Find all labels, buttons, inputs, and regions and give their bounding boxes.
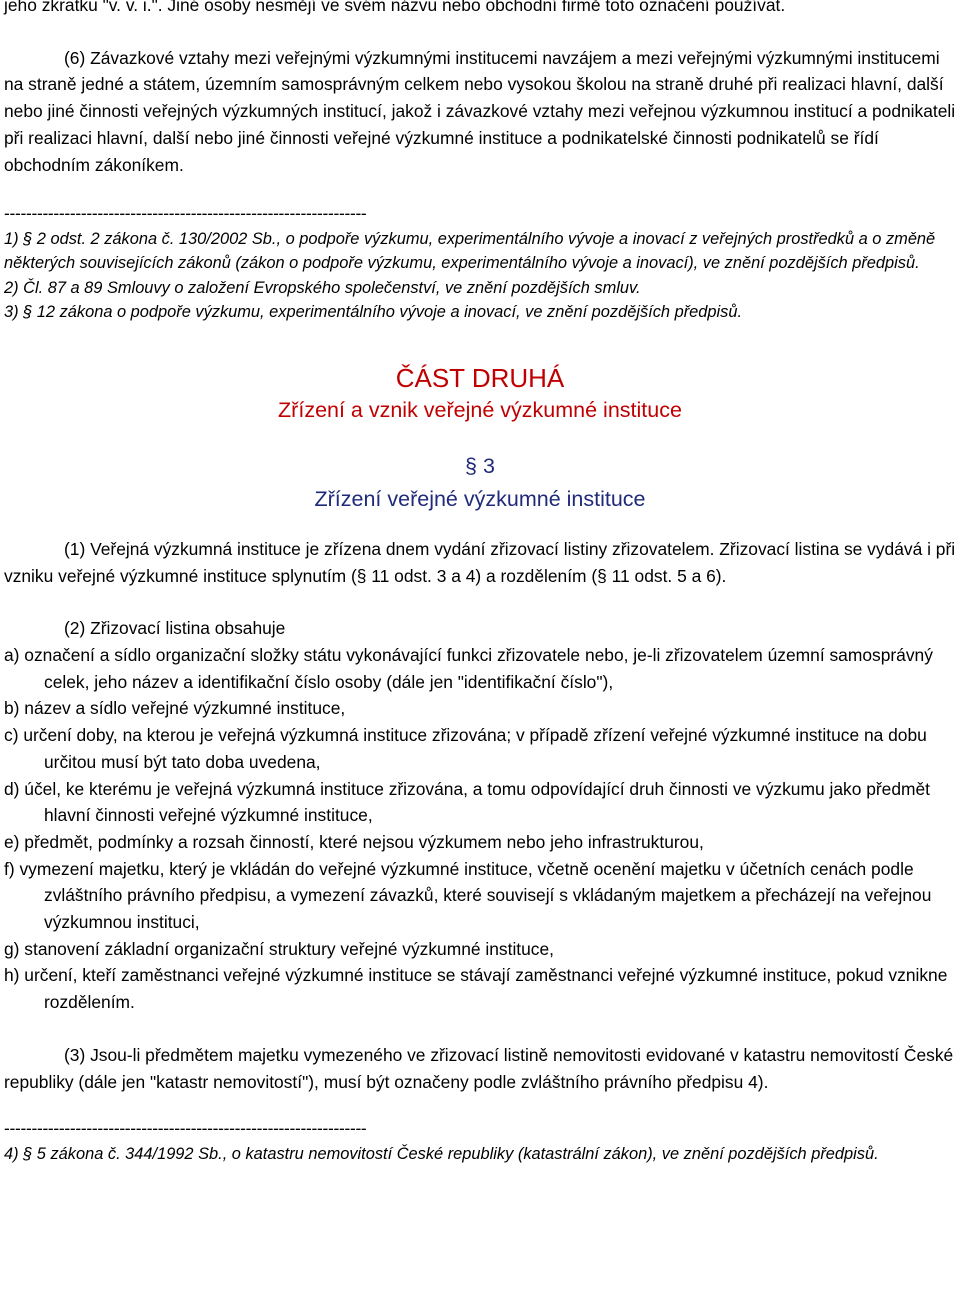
footnote-separator: ------------------------------------------------------------------ xyxy=(4,1118,367,1139)
list-item: h) určení, kteří zaměstnanci veřejné výzkumné instituce se stávají zaměstnanci veřejné výzkumné instituce, pokud vznikne rozdělením. xyxy=(4,965,948,1013)
paragraph-2-intro: (2) Zřizovací listina obsahuje xyxy=(64,618,286,639)
list-item: g) stanovení základní organizační struktury veřejné výzkumné instituce, xyxy=(4,938,555,959)
section-number xyxy=(4,451,956,481)
footnote-text: , o katastru nemovitostí České republiky (katastrální zákon), ve znění pozdějších předpisů. xyxy=(222,1144,879,1163)
section-number-value: 3 xyxy=(482,453,495,478)
list-item: c) určení doby, na kterou je veřejná výzkumná instituce zřizována; v případě zřízení veřejné výzkumné instituce na dobu určitou musí být tato doba uvedena, xyxy=(4,725,927,772)
footnote-2 xyxy=(4,276,956,301)
footnote-3 xyxy=(4,300,956,325)
footnote-text: , o podpoře výzkumu, experimentálního vývoje a inovací z veřejných prostředků a o změně některých souvisejících zákonů (zákon o podpoře výzkumu, experimentálního vývoje a inovací), ve znění pozdějších předpisů. xyxy=(4,229,936,273)
list-item: d) účel, ke kterému je veřejná výzkumná instituce zřizována, a tomu odpovídající druh činnosti ve výzkumu jako předmět hlavní činnosti veřejné výzkumné instituce, xyxy=(4,778,931,826)
section-title: Zřízení veřejné výzkumné instituce xyxy=(314,486,646,511)
footnotes-block xyxy=(4,227,956,325)
footnote-text: 87 a 89 Smlouvy o založení Evropského společenství, ve znění pozdějších smluv. xyxy=(43,278,641,297)
paragraph-1: (1) Veřejná výzkumná instituce je zřízena dnem vydání zřizovací listiny zřizovatelem. Zřizovací listina se vydává i při vzniku veřejné výzkumné instituce splynutím (§ 11 odst. 3 a 4) a rozdělením (§ 11 odst. 5 a 6). xyxy=(4,538,956,586)
footnote-1 xyxy=(4,227,956,276)
section-sign: § xyxy=(465,453,477,478)
paragraph-6: (6) Závazkové vztahy mezi veřejnými výzkumnými institucemi navzájem a mezi veřejnými výzkumnými institucemi na straně jedné a státem, územním samosprávným celkem nebo vysokou školou na straně druhé při realizaci hlavní, další nebo jiné činnosti veřejných výzkumných institucí, jakož i závazkové vztahy mezi veřejnou výzkumnou institucí a podnikateli při realizaci hlavní, další nebo jiné činnosti veřejné výzkumné instituce a podnikatelské činnosti podnikatelů se řídí obchodním zákoníkem. xyxy=(4,47,956,175)
part-title: ČÁST DRUHÁ xyxy=(395,362,565,393)
footnote-link[interactable]: 4) § 5 zákona č. 344/1992 Sb. xyxy=(4,1144,223,1163)
footnote-link[interactable]: 1) § 2 odst. 2 zákona č. 130/2002 Sb. xyxy=(4,229,277,248)
list-item: f) vymezení majetku, který je vkládán do veřejné výzkumné instituce, včetně ocenění majetku v účetních cenách podle zvláštního právního předpisu, a vymezení závazků, které souvisejí s vkládaným majetkem a přecházejí na veřejnou výzkumnou instituci, xyxy=(4,858,932,933)
footnote-4 xyxy=(4,1142,956,1167)
list-item: e) předmět, podmínky a rozsah činností, které nejsou výzkumem nebo jeho infrastrukturou, xyxy=(4,831,704,852)
top-line: jeho zkratku "v. v. i.". Jiné osoby nesmějí ve svém názvu nebo obchodní firmě toto označení používat. xyxy=(4,0,786,15)
footnote-text: zákona o podpoře výzkumu, experimentálního vývoje a inovací, ve znění pozdějších předpisů. xyxy=(55,303,743,322)
paragraph-3: (3) Jsou-li předmětem majetku vymezeného ve zřizovací listině nemovitosti evidované v katastru nemovitostí České republiky (dále jen "katastr nemovitostí"), musí být označeny podle zvláštního právního předpisu 4). xyxy=(4,1044,954,1092)
paragraph-2 xyxy=(4,615,956,1016)
paragraph-2-list xyxy=(4,642,956,1016)
part-subtitle: Zřízení a vznik veřejné výzkumné instituce xyxy=(278,397,682,422)
footnote-separator: ------------------------------------------------------------------ xyxy=(4,203,367,224)
list-item: a) označení a sídlo organizační složky státu vykonávající funkci zřizovatele nebo, je-li zřizovatelem územní samosprávný celek, jeho název a identifikační číslo osoby (dále jen "identifikační číslo"), xyxy=(4,645,933,692)
footnote-link[interactable]: 3) § 12 xyxy=(4,303,56,322)
footnote-link[interactable]: 2) Čl. xyxy=(4,278,44,297)
list-item: b) název a sídlo veřejné výzkumné instituce, xyxy=(4,698,346,719)
